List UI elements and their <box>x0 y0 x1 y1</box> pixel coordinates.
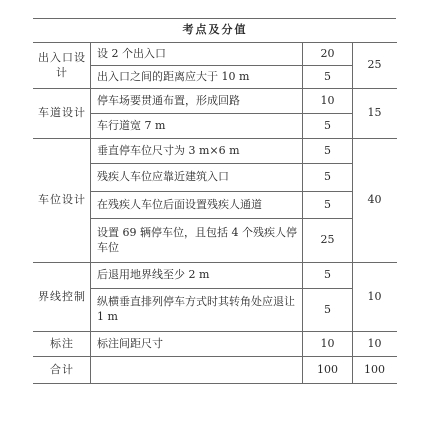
item-cell: 在残疾人车位后面设置残疾人通道 <box>91 192 303 219</box>
table-row <box>34 43 397 66</box>
item-cell: 停车场要贯通布置，形成回路 <box>91 89 303 114</box>
points-cell: 25 <box>303 219 353 263</box>
category-cell: 合计 <box>34 357 91 384</box>
table-header: 考点及分值 <box>34 19 397 43</box>
points-cell: 5 <box>303 289 353 332</box>
points-cell: 20 <box>303 43 353 66</box>
points-cell: 5 <box>303 66 353 89</box>
table-header-row <box>34 19 397 43</box>
points-cell: 10 <box>303 89 353 114</box>
item-cell: 标注间距尺寸 <box>91 332 303 357</box>
category-cell: 车位设计 <box>34 139 91 263</box>
total-cell: 10 <box>353 263 397 332</box>
item-cell: 纵横垂直排列停车方式时其转角处应退让 1 m <box>91 289 303 332</box>
category-cell: 出入口设计 <box>34 43 91 89</box>
score-table <box>33 18 397 384</box>
item-cell: 残疾人车位应靠近建筑入口 <box>91 164 303 192</box>
item-cell: 设 2 个出入口 <box>91 43 303 66</box>
item-cell: 设置 69 辆停车位，且包括 4 个残疾人停车位 <box>91 219 303 263</box>
total-cell: 25 <box>353 43 397 89</box>
table-row <box>34 139 397 164</box>
item-cell: 垂直停车位尺寸为 3 m×6 m <box>91 139 303 164</box>
points-cell: 10 <box>303 332 353 357</box>
item-cell: 车行道宽 7 m <box>91 114 303 139</box>
item-cell: 后退用地界线至少 2 m <box>91 263 303 289</box>
category-cell: 界线控制 <box>34 263 91 332</box>
item-cell: 出入口之间的距离应大于 10 m <box>91 66 303 89</box>
category-cell: 标注 <box>34 332 91 357</box>
total-cell: 15 <box>353 89 397 139</box>
points-cell: 5 <box>303 139 353 164</box>
points-cell: 5 <box>303 263 353 289</box>
total-cell: 10 <box>353 332 397 357</box>
table-row <box>34 332 397 357</box>
table-row <box>34 263 397 289</box>
table-row <box>34 89 397 114</box>
category-cell: 车道设计 <box>34 89 91 139</box>
points-cell: 5 <box>303 164 353 192</box>
points-cell: 5 <box>303 192 353 219</box>
total-cell: 100 <box>353 357 397 384</box>
item-cell <box>91 357 303 384</box>
points-cell: 5 <box>303 114 353 139</box>
points-cell: 100 <box>303 357 353 384</box>
total-cell: 40 <box>353 139 397 263</box>
table-row <box>34 357 397 384</box>
